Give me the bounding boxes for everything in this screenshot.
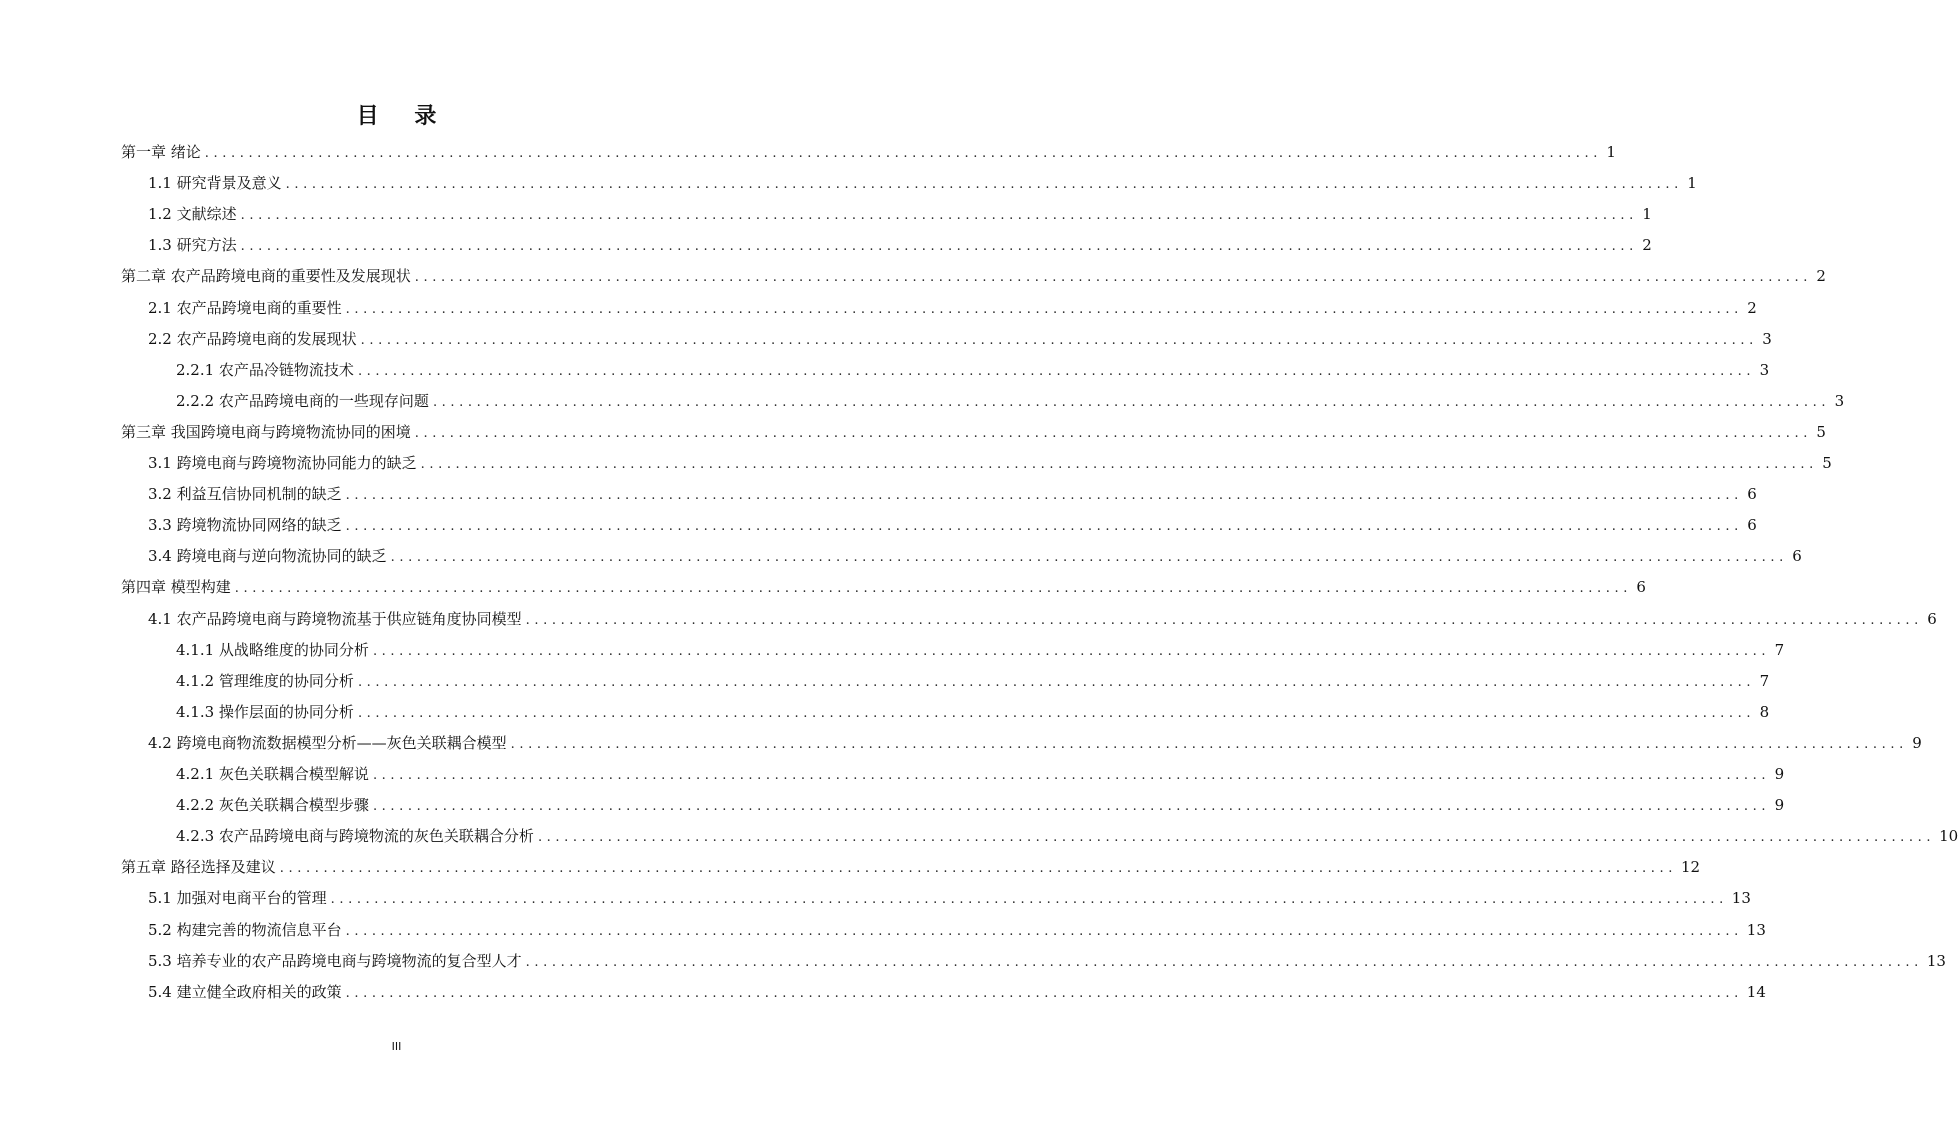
toc-entry-title: 4.2 跨境电商物流数据模型分析——灰色关联耦合模型 — [148, 733, 507, 752]
toc-dot-leader: ................................................................................................................................................................ — [330, 892, 1728, 908]
toc-entry-page: 2 — [1642, 236, 1652, 255]
toc-entry-title: 4.1 农产品跨境电商与跨境物流基于供应链角度协同模型 — [148, 609, 522, 628]
toc-entry-title: 2.1 农产品跨境电商的重要性 — [148, 298, 342, 317]
toc-entry-page: 1 — [1642, 205, 1652, 224]
toc-entry-page: 14 — [1746, 982, 1766, 1001]
toc-dot-leader: ................................................................................................................................................................ — [414, 425, 1812, 441]
toc-entry[interactable] — [121, 264, 1826, 288]
toc-entry[interactable] — [148, 731, 1922, 755]
toc-entry-title: 2.2.1 农产品冷链物流技术 — [176, 360, 354, 379]
toc-entry[interactable] — [121, 575, 1646, 599]
toc-entry-title: 5.1 加强对电商平台的管理 — [148, 889, 327, 908]
toc-entry-title: 3.2 利益互信协同机制的缺乏 — [148, 485, 342, 504]
toc-entry[interactable] — [176, 762, 1785, 786]
toc-dot-leader: ................................................................................................................................................................ — [390, 550, 1788, 566]
toc-entry-page: 3 — [1834, 391, 1845, 410]
toc-entry-page: 8 — [1759, 702, 1770, 721]
toc-entry[interactable] — [121, 420, 1826, 444]
toc-entry-page: 9 — [1774, 765, 1785, 783]
toc-entry-page: 6 — [1747, 516, 1757, 535]
page-title: 目 录 — [356, 103, 451, 129]
toc-entry-page: 12 — [1680, 858, 1701, 877]
toc-entry[interactable] — [148, 327, 1772, 351]
toc-entry-page: 1 — [1687, 174, 1697, 193]
toc-entry[interactable] — [176, 389, 1845, 413]
toc-entry-title: 第四章 模型构建 — [121, 578, 231, 597]
toc-entry-title: 2.2 农产品跨境电商的发展现状 — [148, 329, 357, 348]
toc-entry-title: 5.4 建立健全政府相关的政策 — [148, 982, 342, 1001]
toc-dot-leader: ................................................................................................................................................................ — [525, 612, 1923, 628]
toc-dot-leader: ................................................................................................................................................................ — [285, 177, 1683, 193]
toc-entry[interactable] — [121, 855, 1701, 879]
toc-dot-leader: ................................................................................................................................................................ — [537, 830, 1936, 846]
toc-entry-page: 6 — [1792, 547, 1802, 566]
toc-entry-title: 4.1.3 操作层面的协同分析 — [176, 702, 354, 721]
toc-entry[interactable] — [176, 669, 1770, 693]
toc-entry-page: 10 — [1939, 827, 1958, 846]
toc-entry-title: 第三章 我国跨境电商与跨境物流协同的困境 — [121, 422, 411, 441]
toc-entry[interactable] — [176, 638, 1785, 662]
toc-entry-title: 4.1.1 从战略维度的协同分析 — [176, 640, 369, 659]
toc-entry-title: 4.2.3 农产品跨境电商与跨境物流的灰色关联耦合分析 — [176, 827, 534, 846]
toc-entry[interactable] — [148, 513, 1757, 537]
toc-dot-leader: ................................................................................................................................................................ — [432, 394, 1831, 410]
toc-dot-leader: ................................................................................................................................................................ — [345, 923, 1743, 939]
toc-entry[interactable] — [148, 980, 1766, 1004]
toc-entry-page: 3 — [1759, 360, 1770, 379]
toc-entry-page: 2 — [1747, 298, 1757, 317]
toc-entry[interactable] — [148, 482, 1757, 506]
toc-entry-page: 5 — [1822, 454, 1832, 472]
toc-entry[interactable] — [148, 202, 1652, 226]
toc-entry-page: 9 — [1912, 733, 1922, 752]
toc-entry[interactable] — [176, 358, 1770, 382]
toc-entry-title: 4.2.2 灰色关联耦合模型步骤 — [176, 796, 369, 815]
toc-entry-title: 3.3 跨境物流协同网络的缺乏 — [148, 516, 342, 535]
toc-dot-leader: ................................................................................................................................................................ — [525, 954, 1923, 970]
toc-dot-leader: ................................................................................................................................................................ — [372, 768, 1771, 783]
toc-entry-page: 2 — [1816, 267, 1826, 286]
toc-entry-page: 7 — [1759, 671, 1770, 690]
toc-entry[interactable] — [148, 544, 1802, 568]
toc-entry[interactable] — [121, 140, 1616, 164]
toc-entry[interactable] — [148, 949, 1946, 973]
toc-entry-title: 3.1 跨境电商与跨境物流协同能力的缺乏 — [148, 454, 417, 472]
toc-entry[interactable] — [148, 233, 1652, 257]
toc-entry-title: 5.2 构建完善的物流信息平台 — [148, 920, 342, 939]
toc-dot-leader: ................................................................................................................................................................ — [345, 301, 1743, 317]
toc-entry-page: 7 — [1774, 640, 1785, 659]
toc-dot-leader: ................................................................................................................................................................ — [360, 332, 1758, 348]
toc-dot-leader: ................................................................................................................................................................ — [234, 581, 1632, 597]
toc-entry[interactable] — [176, 824, 1958, 848]
toc-dot-leader: ................................................................................................................................................................ — [279, 861, 1677, 877]
toc-dot-leader: ................................................................................................................................................................ — [240, 208, 1638, 224]
toc-entry-page: 5 — [1816, 422, 1826, 441]
toc-entry[interactable] — [148, 607, 1937, 631]
toc-dot-leader: ................................................................................................................................................................ — [372, 643, 1771, 659]
toc-entry[interactable] — [148, 886, 1751, 910]
toc-entry-title: 1.3 研究方法 — [148, 236, 237, 255]
toc-entry-title: 5.3 培养专业的农产品跨境电商与跨境物流的复合型人才 — [148, 951, 522, 970]
toc-dot-leader: ................................................................................................................................................................ — [357, 674, 1756, 690]
toc-dot-leader: ................................................................................................................................................................ — [345, 985, 1743, 1001]
toc-entry-title: 4.1.2 管理维度的协同分析 — [176, 671, 354, 690]
toc-entry[interactable] — [148, 296, 1757, 320]
toc-entry[interactable] — [148, 918, 1766, 942]
toc-dot-leader: ................................................................................................................................................................ — [204, 146, 1602, 161]
toc-dot-leader: ................................................................................................................................................................ — [510, 736, 1908, 752]
toc-dot-leader: ................................................................................................................................................................ — [345, 519, 1743, 535]
toc-dot-leader: ................................................................................................................................................................ — [420, 457, 1818, 472]
toc-dot-leader: ................................................................................................................................................................ — [357, 363, 1756, 379]
toc-entry-page: 6 — [1636, 578, 1646, 597]
toc-entry-title: 第二章 农产品跨境电商的重要性及发展现状 — [121, 267, 411, 286]
toc-entry-title: 1.1 研究背景及意义 — [148, 174, 282, 193]
toc-entry[interactable] — [176, 700, 1770, 724]
toc-entry-page: 13 — [1731, 889, 1751, 908]
page-number: III — [391, 1040, 402, 1053]
toc-dot-leader: ................................................................................................................................................................ — [240, 239, 1638, 255]
toc-entry-title: 3.4 跨境电商与逆向物流协同的缺乏 — [148, 547, 387, 566]
toc-entry-page: 13 — [1926, 951, 1946, 970]
toc-entry-title: 第五章 路径选择及建议 — [121, 858, 276, 877]
toc-entry-title: 1.2 文献综述 — [148, 205, 237, 224]
toc-entry[interactable] — [176, 793, 1785, 817]
toc-entry[interactable] — [148, 171, 1697, 195]
toc-entry-page: 3 — [1762, 329, 1772, 348]
toc-dot-leader: ................................................................................................................................................................ — [414, 270, 1812, 286]
toc-entry-page: 6 — [1927, 609, 1937, 628]
toc-entry[interactable] — [148, 451, 1832, 475]
toc-entry-title: 4.2.1 灰色关联耦合模型解说 — [176, 765, 369, 783]
toc-entry-page: 13 — [1746, 920, 1766, 939]
toc-entry-page: 6 — [1747, 485, 1757, 504]
toc-dot-leader: ................................................................................................................................................................ — [372, 799, 1771, 815]
toc-dot-leader: ................................................................................................................................................................ — [345, 488, 1743, 504]
toc-dot-leader: ................................................................................................................................................................ — [357, 705, 1756, 721]
toc-entry-page: 1 — [1606, 143, 1616, 161]
toc-entry-title: 第一章 绪论 — [121, 143, 201, 161]
toc-entry-page: 9 — [1774, 796, 1785, 815]
toc-entry-title: 2.2.2 农产品跨境电商的一些现存问题 — [176, 391, 429, 410]
